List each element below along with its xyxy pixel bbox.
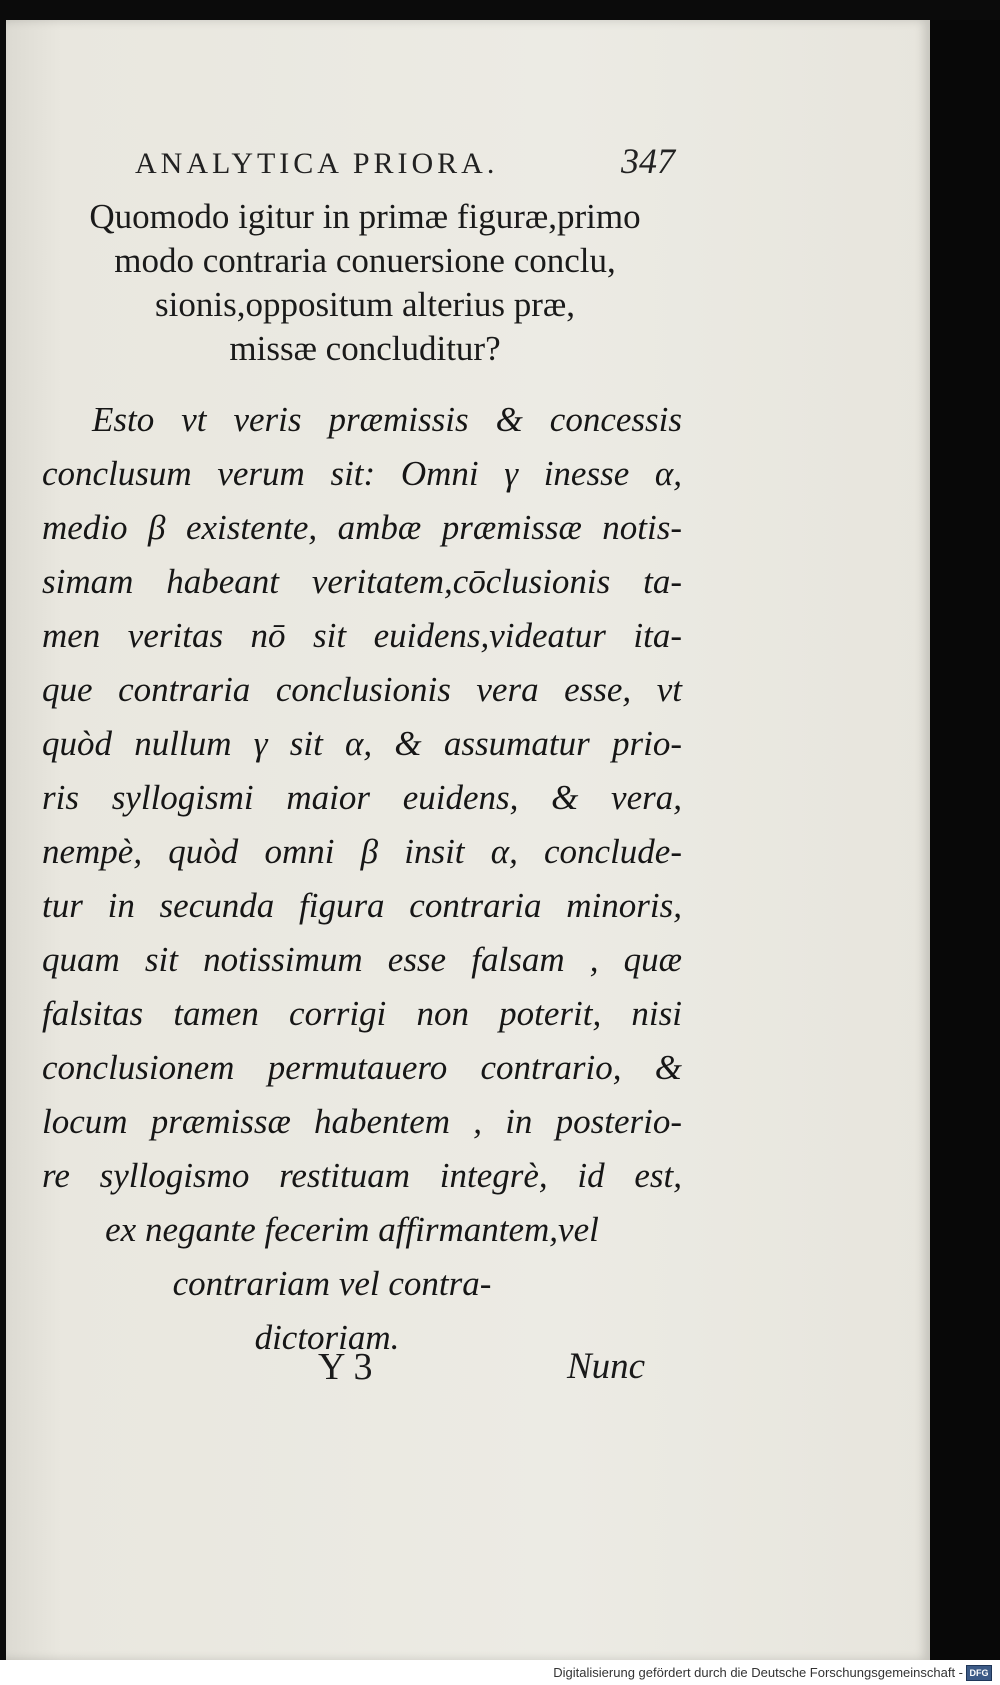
heading-line: sionis,oppositum alterius præ,	[155, 285, 575, 324]
body-line: conclusionem permutauero contrario, &	[42, 1048, 682, 1087]
body-line: quòd nullum γ sit α, & assumatur prio-	[42, 724, 682, 763]
body-line: falsitas tamen corrigi non poterit, nisi	[42, 994, 682, 1033]
body-line: que contraria conclusionis vera esse, vt	[42, 670, 682, 709]
body-line: quam sit notissimum esse falsam , quæ	[42, 940, 682, 979]
section-heading	[40, 195, 690, 371]
heading-line: Quomodo igitur in primæ figuræ,primo	[89, 197, 641, 236]
body-line: re syllogismo restituam integrè, id est,	[42, 1156, 682, 1195]
body-line: ex negante fecerim affirmantem,vel	[105, 1210, 599, 1249]
page-number: 347	[621, 141, 675, 181]
body-line: Esto vt veris præmissis & concessis	[92, 400, 682, 439]
catchword: Nunc	[567, 1346, 646, 1387]
body-line: ris syllogismi maior euidens, & vera,	[42, 778, 682, 817]
running-head	[135, 140, 675, 180]
body-line: tur in secunda figura contraria minoris,	[42, 886, 682, 925]
book-edge-shadow	[930, 20, 1000, 1660]
body-line: conclusum verum sit: Omni γ inesse α,	[42, 454, 682, 493]
dfg-logo-icon: DFG	[966, 1665, 992, 1681]
body-line: dictoriam.	[254, 1318, 400, 1357]
body-line: contrariam vel contra-	[172, 1264, 492, 1303]
signature-mark: Y 3	[318, 1346, 373, 1388]
heading-line: modo contraria conuersione conclu,	[114, 241, 616, 280]
body-line: medio β existente, ambæ præmissæ notis-	[42, 508, 682, 547]
body-line: nempè, quòd omni β insit α, conclude-	[42, 832, 682, 871]
body-line: simam habeant veritatem,cōclusionis ta-	[42, 562, 682, 601]
body-line: men veritas nō sit euidens,videatur ita-	[42, 616, 682, 655]
credit-bar	[0, 1660, 1000, 1685]
page-footer	[0, 1345, 700, 1395]
credit-text: Digitalisierung gefördert durch die Deutsche Forschungsgemeinschaft -	[553, 1665, 963, 1680]
heading-line: missæ concluditur?	[229, 329, 501, 368]
body-text	[42, 393, 682, 1365]
running-title: ANALYTICA PRIORA.	[135, 147, 499, 180]
body-line: locum præmissæ habentem , in posterio-	[42, 1102, 682, 1141]
